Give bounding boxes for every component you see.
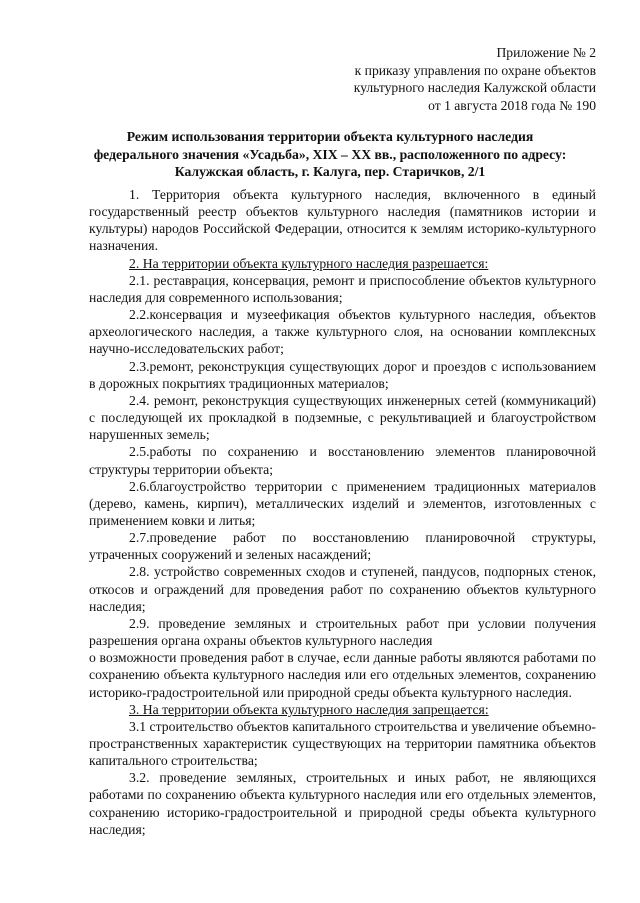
clause-2-6: 2.6.благоустройство территории с применением традиционных материалов (дерево, камень, кирпич), металлических изделий и элементов, изготовленных с применением ковки и литья; [89, 478, 596, 528]
clause-2-9: 2.9. проведение земляных и строительных работ при условии получения разрешения органа охраны объектов культурного наследия [89, 615, 596, 649]
clause-2-2: 2.2.консервация и музеефикация объектов культурного наследия, объектов археологического наследия, а также культурного слоя, на основании комплексных научно-исследовательских работ; [89, 307, 596, 357]
clause-2-5: 2.5.работы по сохранению и восстановлению элементов планировочной структуры территории объекта; [89, 444, 596, 477]
clause-3-1: 3.1 строительство объектов капитального строительства и увеличение объемно-пространственных характеристик существующих на территории памятника объектов капитального строительства; [89, 718, 596, 769]
clause-2-8: 2.8. устройство современных сходов и ступеней, пандусов, подпорных стенок, откосов и ограждений для проведения работ по сохранению объектов культурного наследия; [89, 564, 596, 614]
annex-authority: культурного наследия Калужской области [353, 80, 596, 95]
clause-2-7: 2.7.проведение работ по восстановлению планировочной структуры, утраченных сооружений и зеленых насаждений; [89, 530, 596, 563]
title-line: федерального значения «Усадьба», XIX – XX вв., расположенного по адресу: [93, 146, 567, 162]
title-line: Режим использования территории объекта культурного наследия [126, 129, 534, 144]
clause-3-2: 3.2. проведение земляных, строительных и иных работ, не являющихся работами по сохранению объекта культурного наследия или его отдельных элементов, сохранению историко-градостроительной и природной среды объекта культурного наследия; [89, 770, 596, 837]
document-body [89, 186, 596, 838]
clause-2-3: 2.3.ремонт, реконструкция существующих дорог и проездов с использованием в дорожных покрытиях традиционных материалов; [89, 358, 596, 391]
section-3-heading: 3. На территории объекта культурного наследия запрещается: [129, 701, 489, 717]
clause-1: 1. Территория объекта культурного наследия, включенного в единый государственный реестр объектов культурного наследия (памятников истории и культуры) народов Российской Федерации, относится к землям историко-культурного назначения. [89, 187, 596, 254]
title-line: Калужская область, г. Калуга, пер. Старичков, 2/1 [174, 164, 486, 179]
annex-header [354, 44, 596, 114]
annex-order-ref: к приказу управления по охране объектов [354, 62, 596, 78]
section-2-heading: 2. На территории объекта культурного наследия разрешается: [129, 255, 489, 271]
clause-2-9-continued: о возможности проведения работ в случае, если данные работы являются работами по сохранению объекта культурного наследия или его отдельных элементов, сохранению историко-градостроительной или природной среды объекта культурного наследия. [89, 650, 596, 700]
annex-number: Приложение № 2 [496, 45, 596, 60]
clause-2-4: 2.4. ремонт, реконструкция существующих инженерных сетей (коммуникаций) с последующей их прокладкой в подземные, с рекультивацией и благоустройством нарушенных земель; [89, 392, 596, 443]
clause-2-1: 2.1. реставрация, консервация, ремонт и приспособление объектов культурного наследия для современного использования; [89, 272, 596, 305]
document-title [70, 128, 590, 181]
annex-date: от 1 августа 2018 года № 190 [428, 97, 596, 113]
